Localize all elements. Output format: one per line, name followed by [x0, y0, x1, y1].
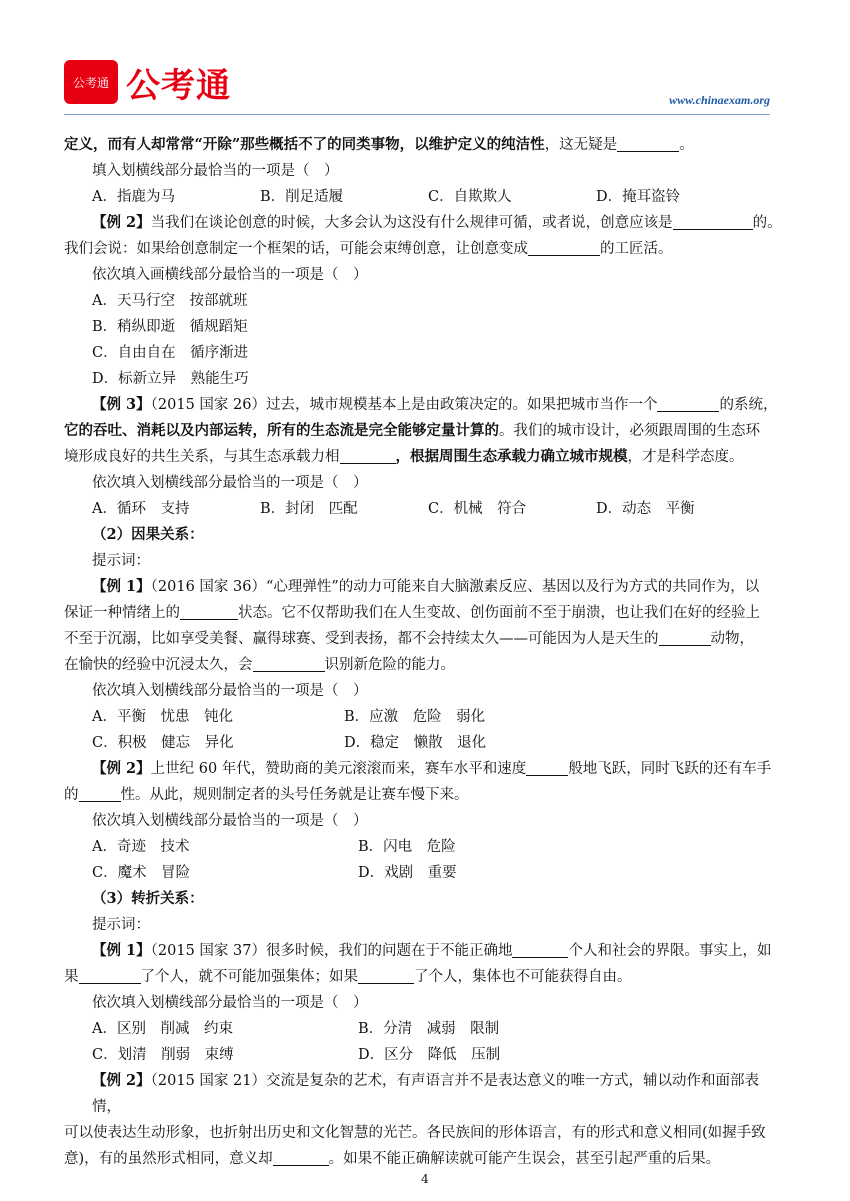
question-prompt: 依次填入划横线部分最恰当的一项是（ ）: [92, 683, 368, 699]
answer-blank: [526, 759, 568, 776]
option: A．奇迹 技术: [92, 839, 190, 855]
option: D．稳定 懒散 退化: [344, 735, 487, 751]
answer-blank: [512, 941, 568, 958]
option: B．闪电 危险: [358, 839, 456, 855]
answer-blank: [273, 1149, 329, 1166]
paragraph: 不至于沉溺，比如享受美餐、赢得球赛、受到表扬，都不会持续太久——可能因为人是天生的 动物，: [64, 631, 754, 647]
option: C．机械 符合: [428, 501, 527, 517]
paragraph: 【例 3】（2015 国家 26）过去，城市规模基本上是由政策决定的。如果把城市当作一个 的系统，: [92, 396, 778, 413]
option: D．区分 降低 压制: [358, 1047, 501, 1063]
paragraph: 境形成良好的共生关系，与其生态承载力相 ，根据周围生态承载力确立城市规模，才是科学态度。: [64, 448, 744, 465]
answer-blank: [657, 395, 719, 412]
option: A．天马行空 按部就班: [92, 293, 248, 309]
page-header: [0, 0, 850, 120]
paragraph: 【例 1】（2016 国家 36）“心理弹性”的动力可能来自大脑激素反应、基因以及行为方式的共同作为，以: [92, 578, 760, 595]
answer-blank: [79, 785, 121, 802]
section-heading: （3）转折关系：: [92, 890, 204, 907]
option: B．削足适履: [260, 189, 344, 205]
paragraph: 【例 2】上世纪 60 年代，赞助商的美元滚滚而来，赛车水平和速度 般地飞跃，同时飞跃的还有车手: [92, 760, 772, 777]
option: A．平衡 忧患 钝化: [92, 709, 233, 725]
hint-label: 提示词：: [92, 917, 150, 933]
section-heading: （2）因果关系：: [92, 526, 204, 543]
paragraph: 可以使表达生动形象，也折射出历史和文化智慧的光芒。各民族间的形体语言，有的形式和意义相同(如握手致: [64, 1125, 766, 1141]
question-prompt: 依次填入划横线部分最恰当的一项是（ ）: [92, 995, 368, 1011]
option: B．应激 危险 弱化: [344, 709, 486, 725]
option: C．魔术 冒险: [92, 865, 191, 881]
paragraph: 我们会说：如果给创意制定一个框架的话，可能会束缚创意，让创意变成 的工匠活。: [64, 241, 673, 257]
option: C．自由自在 循序渐进: [92, 345, 249, 361]
hint-label: 提示词：: [92, 553, 150, 569]
option: D．标新立异 熟能生巧: [92, 371, 249, 387]
question-prompt: 依次填入划横线部分最恰当的一项是（ ）: [92, 813, 368, 829]
answer-blank: [528, 239, 600, 256]
options-row: [64, 496, 786, 522]
question-prompt: 填入划横线部分最恰当的一项是（ ）: [92, 163, 339, 179]
option: D．动态 平衡: [596, 501, 695, 517]
option: C．划清 削弱 束缚: [92, 1047, 234, 1063]
options-row: [64, 1042, 786, 1068]
option: B．稍纵即逝 循规蹈矩: [92, 319, 248, 335]
answer-blank: [79, 967, 141, 984]
question-prompt: 依次填入画横线部分最恰当的一项是（ ）: [92, 267, 368, 283]
option: D．掩耳盗铃: [596, 189, 681, 205]
options-row: [64, 860, 786, 886]
answer-blank: [358, 967, 414, 984]
page-number: 4: [421, 1172, 429, 1186]
paragraph: 它的吞吐、消耗以及内部运转，所有的生态流是完全能够定量计算的。我们的城市设计，必须跟周围的生态环: [64, 422, 760, 439]
paragraph: 定义，而有人却常常“开除”那些概括不了的同类事物，以维护定义的纯洁性，这无疑是 。: [64, 136, 694, 153]
paragraph: 【例 2】当我们在谈论创意的时候，大多会认为这没有什么规律可循，或者说，创意应该是 的。: [92, 214, 782, 231]
answer-blank: [253, 655, 325, 672]
logo-badge-text: 公考通: [72, 75, 109, 90]
option: B．封闭 匹配: [260, 501, 358, 517]
answer-blank: [659, 629, 711, 646]
paragraph: 意)，有的虽然形式相同，意义却 。如果不能正确解读就可能产生误会，甚至引起严重的后果。: [64, 1151, 721, 1167]
paragraph: 保证一种情绪上的 状态。它不仅帮助我们在人生变故、创伤面前不至于崩溃，也让我们在好的经验上: [64, 605, 760, 621]
paragraph: 果 了个人，就不可能加强集体；如果 了个人，集体也不可能获得自由。: [64, 969, 632, 985]
paragraph: 在愉快的经验中沉浸太久，会 识别新危险的能力。: [64, 657, 455, 673]
option: A．区别 削减 约束: [92, 1021, 233, 1037]
options-row: [64, 704, 786, 730]
answer-blank: [617, 135, 679, 152]
document-body: [64, 132, 786, 1172]
paragraph: 的 性。从此，规则制定者的头号任务就是让赛车慢下来。: [64, 787, 469, 803]
option: C．积极 健忘 异化: [92, 735, 234, 751]
option: C．自欺欺人: [428, 189, 512, 205]
option: D．戏剧 重要: [358, 865, 457, 881]
options-row: [64, 1016, 786, 1042]
answer-blank: [340, 447, 396, 464]
logo-wordmark: 公考通: [126, 66, 231, 106]
options-row: [64, 834, 786, 860]
paragraph: 【例 2】（2015 国家 21）交流是复杂的艺术，有声语言并不是表达意义的唯一方式，辅以动作和面部表情，: [92, 1072, 759, 1115]
options-row: [64, 184, 786, 210]
answer-blank: [180, 603, 238, 620]
option: A．指鹿为马: [92, 189, 175, 205]
option: B．分清 减弱 限制: [358, 1021, 500, 1037]
option: A．循环 支持: [92, 501, 190, 517]
options-row: [64, 730, 786, 756]
paragraph: 【例 1】（2015 国家 37）很多时候，我们的问题在于不能正确地 个人和社会的界限。事实上，如: [92, 942, 772, 959]
logo-badge: [64, 60, 118, 104]
header-divider: [64, 114, 770, 115]
question-prompt: 依次填入划横线部分最恰当的一项是（ ）: [92, 475, 368, 491]
answer-blank: [673, 213, 753, 230]
site-url[interactable]: www.chinaexam.org: [669, 93, 770, 107]
